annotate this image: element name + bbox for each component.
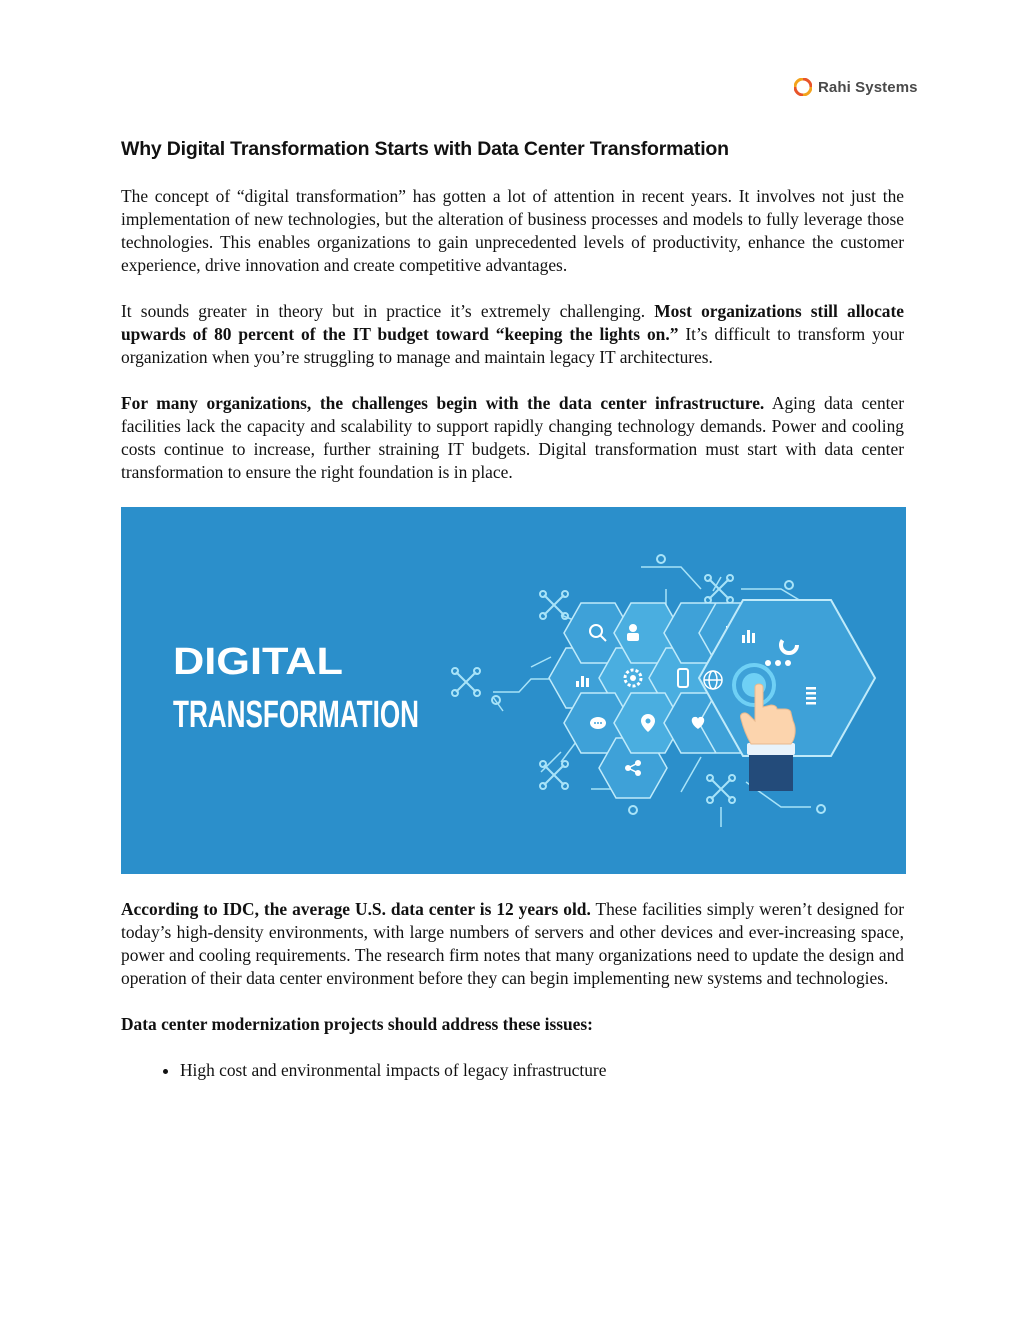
- issues-list: [121, 1059, 904, 1082]
- dots-icon: [765, 660, 791, 666]
- brand-logo: [794, 78, 918, 96]
- digital-transformation-illustration: [121, 507, 906, 874]
- paragraph-idc: [121, 898, 904, 990]
- article: [121, 138, 904, 1082]
- paragraph-challenge: [121, 300, 904, 369]
- paragraph-infrastructure-tail: Aging data center facilities lack the capacity and scalability to support rapidly changing technology demands. Power and cooling costs continue to increase, further straining IT budgets. Digital transformation must start with data center transformation to ensure the right foundation is in place.: [121, 393, 904, 482]
- paragraph-idc-tail: These facilities simply weren’t designed for today’s high-density environments, with large numbers of servers and other devices and ever-increasing space, power and cooling requirements. The research firm notes that many organizations need to update the design and operation of their data center environment before they can begin implementing new systems and technologies.: [121, 899, 904, 988]
- rahi-logo-icon: [794, 78, 812, 96]
- paragraph-intro: The concept of “digital transformation” has gotten a lot of attention in recent years. It involves not just the implementation of new technologies, but the alteration of business processes and models to fully leverage those technologies. This enables organizations to gain unprecedented levels of productivity, enhance the customer experience, drive innovation and create competitive advantages.: [121, 186, 904, 275]
- paragraph-idc-bold: According to IDC, the average U.S. data center is 12 years old.: [121, 899, 591, 919]
- list-item: • High cost and environmental impacts of legacy infrastructure: [180, 1059, 904, 1082]
- chat-icon: [590, 717, 606, 729]
- brand-name: Rahi Systems: [818, 78, 918, 96]
- illustration-title-line2: TRANSFORMATION: [173, 694, 419, 736]
- paragraph-infrastructure: [121, 392, 904, 484]
- page-title: Why Digital Transformation Starts with Data Center Transformation: [121, 138, 729, 160]
- paragraph-challenge-bold: Most organizations still allocate upwards of 80 percent of the IT budget toward “keeping the lights on.”: [121, 301, 904, 344]
- list-heading: [121, 1013, 904, 1036]
- paragraph-challenge-lead: It sounds greater in theory but in practice it’s extremely challenging.: [121, 301, 655, 321]
- paragraph-challenge-tail: It’s difficult to transform your organization when you’re struggling to manage and maintain legacy IT architectures.: [121, 324, 904, 367]
- illustration-title-line1: DIGITAL: [173, 641, 343, 683]
- illustration-canvas: [121, 507, 906, 874]
- paragraph-infrastructure-bold: For many organizations, the challenges begin with the data center infrastructure.: [121, 393, 765, 413]
- list-heading-text: Data center modernization projects should address these issues:: [121, 1014, 593, 1034]
